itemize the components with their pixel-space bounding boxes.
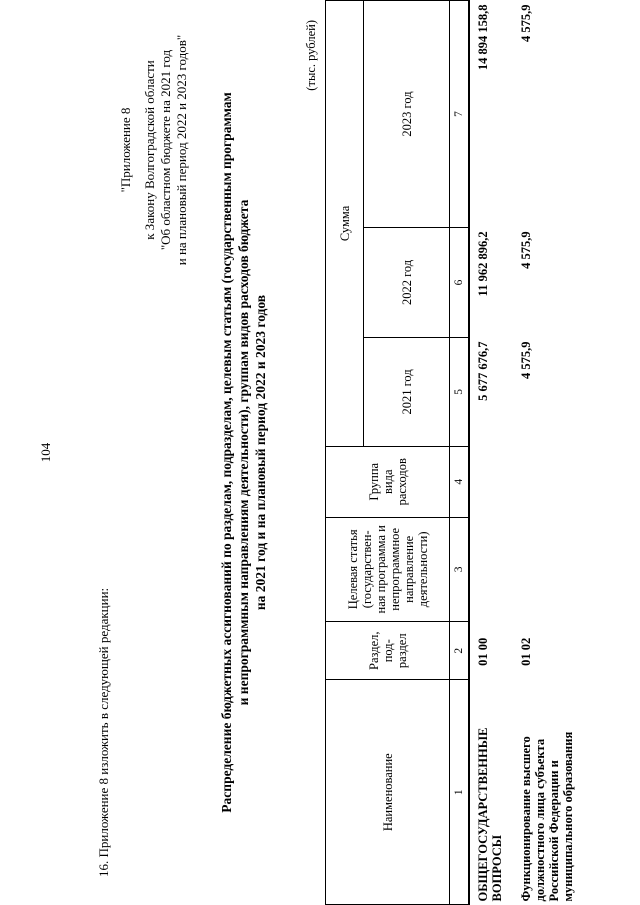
row-2022: 4 575,9 (519, 231, 533, 269)
row-section: 01 00 (469, 622, 513, 680)
header-sum: Сумма (326, 1, 364, 447)
units-label: (тыс. рублей) (304, 20, 318, 91)
heading-line: Распределение бюджетных ассигнований по разделам, подразделам, целевым статьям (государственным программам (219, 92, 234, 813)
header-target: Целевая статья (государствен- ная программа и непрограммное направление деятельности) (326, 517, 450, 621)
row-2021: 4 575,9 (519, 341, 533, 379)
table-row (513, 1, 593, 905)
column-number: 5 (450, 337, 470, 446)
row-section: 01 02 (519, 637, 533, 666)
column-number-row (450, 1, 470, 905)
appendix-line: "Приложение 8 (118, 107, 133, 193)
row-name: Функционирование высшего должностного лица субъекта Российской Федерации и муниципального образования (519, 731, 575, 902)
heading-line: и непрограммным направлениям деятельности), группам видов расходов бюджета (236, 199, 251, 706)
header-2023: 2023 год (364, 1, 450, 228)
header-name: Наименование (326, 680, 450, 905)
header-2021: 2021 год (364, 337, 450, 446)
column-number: 4 (450, 446, 470, 517)
row-2023: 14 894 158,8 (469, 1, 513, 228)
column-number: 2 (450, 622, 470, 680)
row-target (469, 517, 513, 621)
header-section: Раздел, под- раздел (326, 622, 450, 680)
row-group (513, 446, 593, 517)
row-2023: 4 575,9 (519, 4, 533, 42)
column-number: 1 (450, 680, 470, 905)
appendix-reference (118, 25, 190, 275)
row-2021: 5 677 676,7 (469, 337, 513, 446)
appendix-line: к Закону Волгоградской области (142, 60, 157, 240)
intro-text: 16. Приложение 8 изложить в следующей редакции: (96, 587, 111, 877)
row-target (513, 517, 593, 621)
budget-table (325, 0, 593, 905)
table-row (469, 1, 513, 905)
row-2022: 11 962 896,2 (469, 227, 513, 337)
header-group: Группа вида расходов (326, 446, 450, 517)
document-heading (218, 0, 269, 905)
appendix-line: и на плановый период 2022 и 2023 годов" (174, 34, 189, 266)
row-group (469, 446, 513, 517)
page-number: 104 (38, 442, 53, 463)
column-number: 6 (450, 227, 470, 337)
row-name: ОБЩЕГОСУДАРСТВЕННЫЕ ВОПРОСЫ (469, 680, 513, 905)
appendix-line: "Об областном бюджете на 2021 год (158, 49, 173, 251)
column-number: 3 (450, 517, 470, 621)
header-2022: 2022 год (364, 227, 450, 337)
heading-line: на 2021 год и на плановый период 2022 и 2023 годов (253, 294, 268, 611)
column-number: 7 (450, 1, 470, 228)
